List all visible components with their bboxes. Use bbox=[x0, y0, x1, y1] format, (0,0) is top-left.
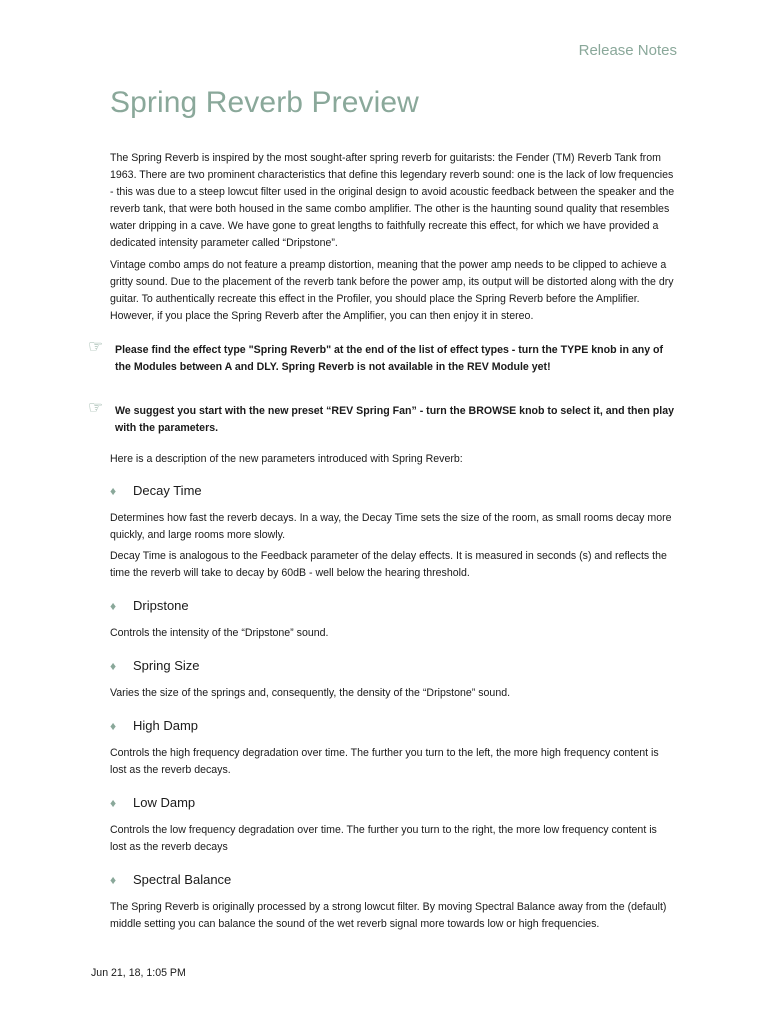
document-body bbox=[88, 150, 676, 933]
section-paragraph: Determines how fast the reverb decays. In a way, the Decay Time sets the size of the room, as small rooms decay more quickly, and large rooms more slowly. bbox=[110, 512, 672, 541]
section-paragraph: The Spring Reverb is originally processed by a strong lowcut filter. By moving Spectral Balance away from the (default) middle setting you can balance the sound of the wet reverb signal more towards low or high frequencies. bbox=[110, 901, 667, 930]
diamond-bullet-icon: ♦ bbox=[110, 872, 117, 887]
section-heading-label: Spectral Balance bbox=[133, 872, 232, 887]
page-title: Spring Reverb Preview bbox=[110, 86, 419, 119]
section-heading-label: Low Damp bbox=[133, 795, 196, 810]
note-preset bbox=[88, 398, 676, 437]
note-effect-type bbox=[88, 337, 676, 376]
section-heading-low-damp bbox=[110, 795, 676, 810]
section-heading-spectral-balance bbox=[110, 872, 676, 887]
diamond-bullet-icon: ♦ bbox=[110, 658, 117, 673]
pointing-hand-icon: ☞ bbox=[88, 337, 104, 356]
intro-paragraph-1: The Spring Reverb is inspired by the most sought-after spring reverb for guitarists: the Fender (TM) Reverb Tank from 1963. There are two prominent characteristics that define this legendary reverb sound: one is the lack of low frequencies - this was due to a steep lowcut filter used in the original design to avoid acoustic feedback between the speaker and the reverb tank, that were both housed in the same combo amplifier. The other is the haunting sound quality that resembles water dripping in a cave. We have gone to great lengths to faithfully recreate this effect, for which we have provided a dedicated intensity parameter called “Dripstone”. bbox=[110, 152, 675, 249]
section-heading-label: Dripstone bbox=[133, 598, 189, 613]
diamond-bullet-icon: ♦ bbox=[110, 718, 117, 733]
section-paragraph: Controls the low frequency degradation over time. The further you turn to the right, the more low frequency content is lost as the reverb decays bbox=[110, 824, 657, 853]
section-paragraph: Decay Time is analogous to the Feedback parameter of the delay effects. It is measured in seconds (s) and reflects the time the reverb will take to decay by 60dB - well below the hearing threshold. bbox=[110, 550, 667, 579]
diamond-bullet-icon: ♦ bbox=[110, 598, 117, 613]
section-paragraph: Controls the intensity of the “Dripstone” sound. bbox=[110, 627, 329, 639]
section-paragraph: Varies the size of the springs and, consequently, the density of the “Dripstone” sound. bbox=[110, 687, 511, 699]
section-paragraph: Controls the high frequency degradation over time. The further you turn to the left, the more high frequency content is lost as the reverb decays. bbox=[110, 747, 659, 776]
note-text: Please find the effect type "Spring Reverb" at the end of the list of effect types - turn the TYPE knob in any of the Modules between A and DLY. Spring Reverb is not available in the REV Module yet! bbox=[115, 344, 664, 373]
page-header-label: Release Notes bbox=[578, 42, 677, 59]
section-heading-label: Spring Size bbox=[133, 658, 200, 673]
diamond-bullet-icon: ♦ bbox=[110, 795, 117, 810]
footer-timestamp: Jun 21, 18, 1:05 PM bbox=[91, 967, 186, 979]
parameters-intro: Here is a description of the new parameters introduced with Spring Reverb: bbox=[110, 453, 463, 465]
section-heading-label: High Damp bbox=[133, 718, 199, 733]
diamond-bullet-icon: ♦ bbox=[110, 483, 117, 498]
section-heading-dripstone bbox=[110, 598, 676, 613]
note-text: We suggest you start with the new preset “REV Spring Fan” - turn the BROWSE knob to select it, and then play with the parameters. bbox=[115, 405, 674, 434]
intro-paragraph-2: Vintage combo amps do not feature a preamp distortion, meaning that the power amp needs to be clipped to achieve a gritty sound. Due to the placement of the reverb tank before the power amp, its output will be distorted along with the dry guitar. To authentically recreate this effect in the Profiler, you should place the Spring Reverb before the Amplifier. However, if you place the Spring Reverb after the Amplifier, you can then enjoy it in stereo. bbox=[110, 259, 674, 322]
section-heading-high-damp bbox=[110, 718, 676, 733]
section-heading-decay-time bbox=[110, 483, 676, 498]
section-heading-spring-size bbox=[110, 658, 676, 673]
section-heading-label: Decay Time bbox=[133, 483, 202, 498]
pointing-hand-icon: ☞ bbox=[88, 398, 104, 417]
